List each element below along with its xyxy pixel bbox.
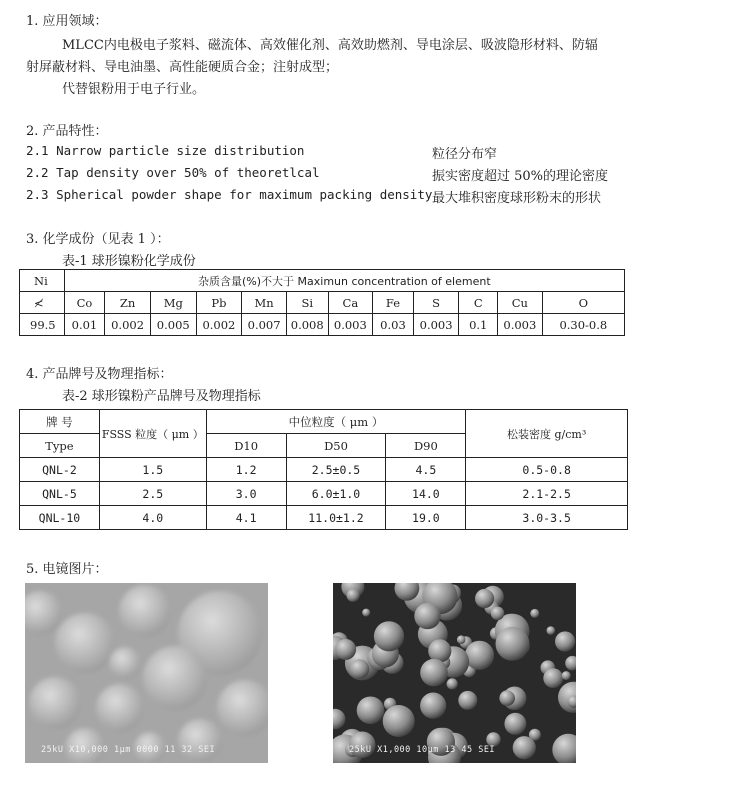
feature-zh-3: 最大堆积密度球形粉末的形状 [432, 191, 602, 206]
sem-particle [555, 631, 575, 651]
feature-en-3: 2.3 Spherical powder shape for maximum packing density [26, 187, 433, 202]
bulk-density-header: 松装密度 g/cm³ [466, 410, 628, 458]
section1-heading: 1. 应用领域： [26, 14, 108, 29]
element-value: 0.007 [242, 314, 287, 336]
table-row [20, 270, 625, 292]
sem-particle [414, 603, 440, 629]
table2-title: 表-2 球形镍粉产品牌号及物理指标 [62, 389, 261, 404]
element-header: Ca [328, 292, 373, 314]
brand-header: 牌 号 [20, 410, 100, 434]
fsss-header: FSSS 粒度（ μm ） [99, 410, 206, 458]
feature-zh-2: 振实密度超过 50%的理论密度 [432, 169, 609, 184]
sem-particle [458, 691, 477, 710]
fsss-cell: 1.5 [99, 458, 206, 482]
element-value: 0.01 [64, 314, 105, 336]
median-size-header: 中位粒度（ μm ） [206, 410, 466, 434]
table1-title: 表-1 球形镍粉化学成份 [62, 254, 196, 269]
d50-cell: 6.0±1.0 [286, 482, 386, 506]
type-cell: QNL-2 [20, 458, 100, 482]
table-row [20, 292, 625, 314]
d50-cell: 2.5±0.5 [286, 458, 386, 482]
sem-particle [530, 609, 539, 618]
fsss-cell: 2.5 [99, 482, 206, 506]
d50-cell: 11.0±1.2 [286, 506, 386, 530]
section5-heading: 5. 电镜图片： [26, 562, 108, 577]
d10-header: D10 [206, 434, 286, 458]
element-value: 0.03 [373, 314, 414, 336]
ni-header: Ni [20, 270, 65, 292]
section4-heading: 4. 产品牌号及物理指标： [26, 367, 173, 382]
element-value: 0.005 [150, 314, 196, 336]
chemical-composition-table [19, 269, 625, 336]
table-row [20, 482, 628, 506]
sem-caption-coarse: 25kU X1,000 10μm 13 45 SEI [349, 745, 496, 755]
d10-cell: 1.2 [206, 458, 286, 482]
section3-heading: 3. 化学成份（见表 1 ）： [26, 232, 170, 247]
sem-particle [447, 678, 458, 689]
d50-header: D50 [286, 434, 386, 458]
element-header: Zn [105, 292, 151, 314]
section1-line1: MLCC内电极电子浆料、磁流体、高效催化剂、高效助燃剂、导电涂层、吸波隐形材料、防辐 [62, 38, 598, 53]
feature-en-1: 2.1 Narrow particle size distribution [26, 143, 305, 158]
sem-particle [547, 626, 556, 635]
sem-particle [350, 659, 370, 679]
section1-line3: 代替银粉用于电子行业。 [62, 82, 206, 97]
sem-particle [457, 635, 466, 644]
element-value: 0.003 [413, 314, 459, 336]
sem-image-fine-spheres [25, 583, 268, 763]
section1-line2: 射屏蔽材料、导电油墨、高性能硬质合金；注射成型； [26, 60, 339, 75]
sem-particle [374, 621, 404, 651]
fsss-cell: 4.0 [99, 506, 206, 530]
element-header: Fe [373, 292, 414, 314]
d90-cell: 19.0 [386, 506, 466, 530]
element-header: S [413, 292, 459, 314]
type-cell: QNL-5 [20, 482, 100, 506]
sem-particle [357, 697, 385, 725]
sem-particle [475, 589, 494, 608]
element-value: 0.002 [196, 314, 242, 336]
table-row [20, 506, 628, 530]
sem-particle [347, 589, 360, 602]
ni-value: 99.5 [20, 314, 65, 336]
sem-particle [420, 659, 448, 687]
not-less-than-symbol: ≮ [20, 292, 65, 314]
density-cell: 2.1-2.5 [466, 482, 628, 506]
d90-cell: 14.0 [386, 482, 466, 506]
type-cell: QNL-10 [20, 506, 100, 530]
element-value: 0.003 [498, 314, 543, 336]
sem-particle [465, 641, 494, 670]
element-value: 0.002 [105, 314, 151, 336]
feature-en-2: 2.2 Tap density over 50% of theoretlcal [26, 165, 320, 180]
element-header: Si [286, 292, 328, 314]
element-value: 0.008 [286, 314, 328, 336]
element-value: 0.1 [459, 314, 498, 336]
table-row [20, 314, 625, 336]
element-value: 0.30-0.8 [542, 314, 624, 336]
type-header: Type [20, 434, 100, 458]
element-header: Pb [196, 292, 242, 314]
d10-cell: 4.1 [206, 506, 286, 530]
element-header: O [542, 292, 624, 314]
d10-cell: 3.0 [206, 482, 286, 506]
element-header: Cu [498, 292, 543, 314]
sem-particle [383, 705, 415, 737]
sem-particle [420, 693, 446, 719]
table-row [20, 458, 628, 482]
density-cell: 0.5-0.8 [466, 458, 628, 482]
sem-image-coarse-spheres [333, 583, 576, 763]
sem-caption-fine: 25kU X10,000 1μm 0000 11 32 SEI [41, 745, 216, 755]
sem-particle [491, 607, 505, 621]
table-row [20, 410, 628, 434]
feature-zh-1: 粒径分布窄 [432, 147, 498, 162]
section2-heading: 2. 产品特性： [26, 124, 108, 139]
sem-particle [562, 671, 571, 680]
element-header: C [459, 292, 498, 314]
sem-particle [504, 713, 526, 735]
element-header: Mg [150, 292, 196, 314]
sem-particle [496, 627, 530, 661]
d90-header: D90 [386, 434, 466, 458]
element-value: 0.003 [328, 314, 373, 336]
sem-particle [362, 609, 370, 617]
density-cell: 3.0-3.5 [466, 506, 628, 530]
sem-particle [335, 639, 356, 660]
physical-properties-table [19, 409, 628, 530]
sem-photo-coarse [333, 583, 576, 763]
sem-particle [499, 690, 515, 706]
element-header: Mn [242, 292, 287, 314]
sem-photo-fine [25, 583, 268, 763]
element-header: Co [64, 292, 105, 314]
impurity-header: 杂质含量(%)不大于 Maximun concentration of element [64, 270, 624, 292]
sem-particle [543, 668, 563, 688]
d90-cell: 4.5 [386, 458, 466, 482]
